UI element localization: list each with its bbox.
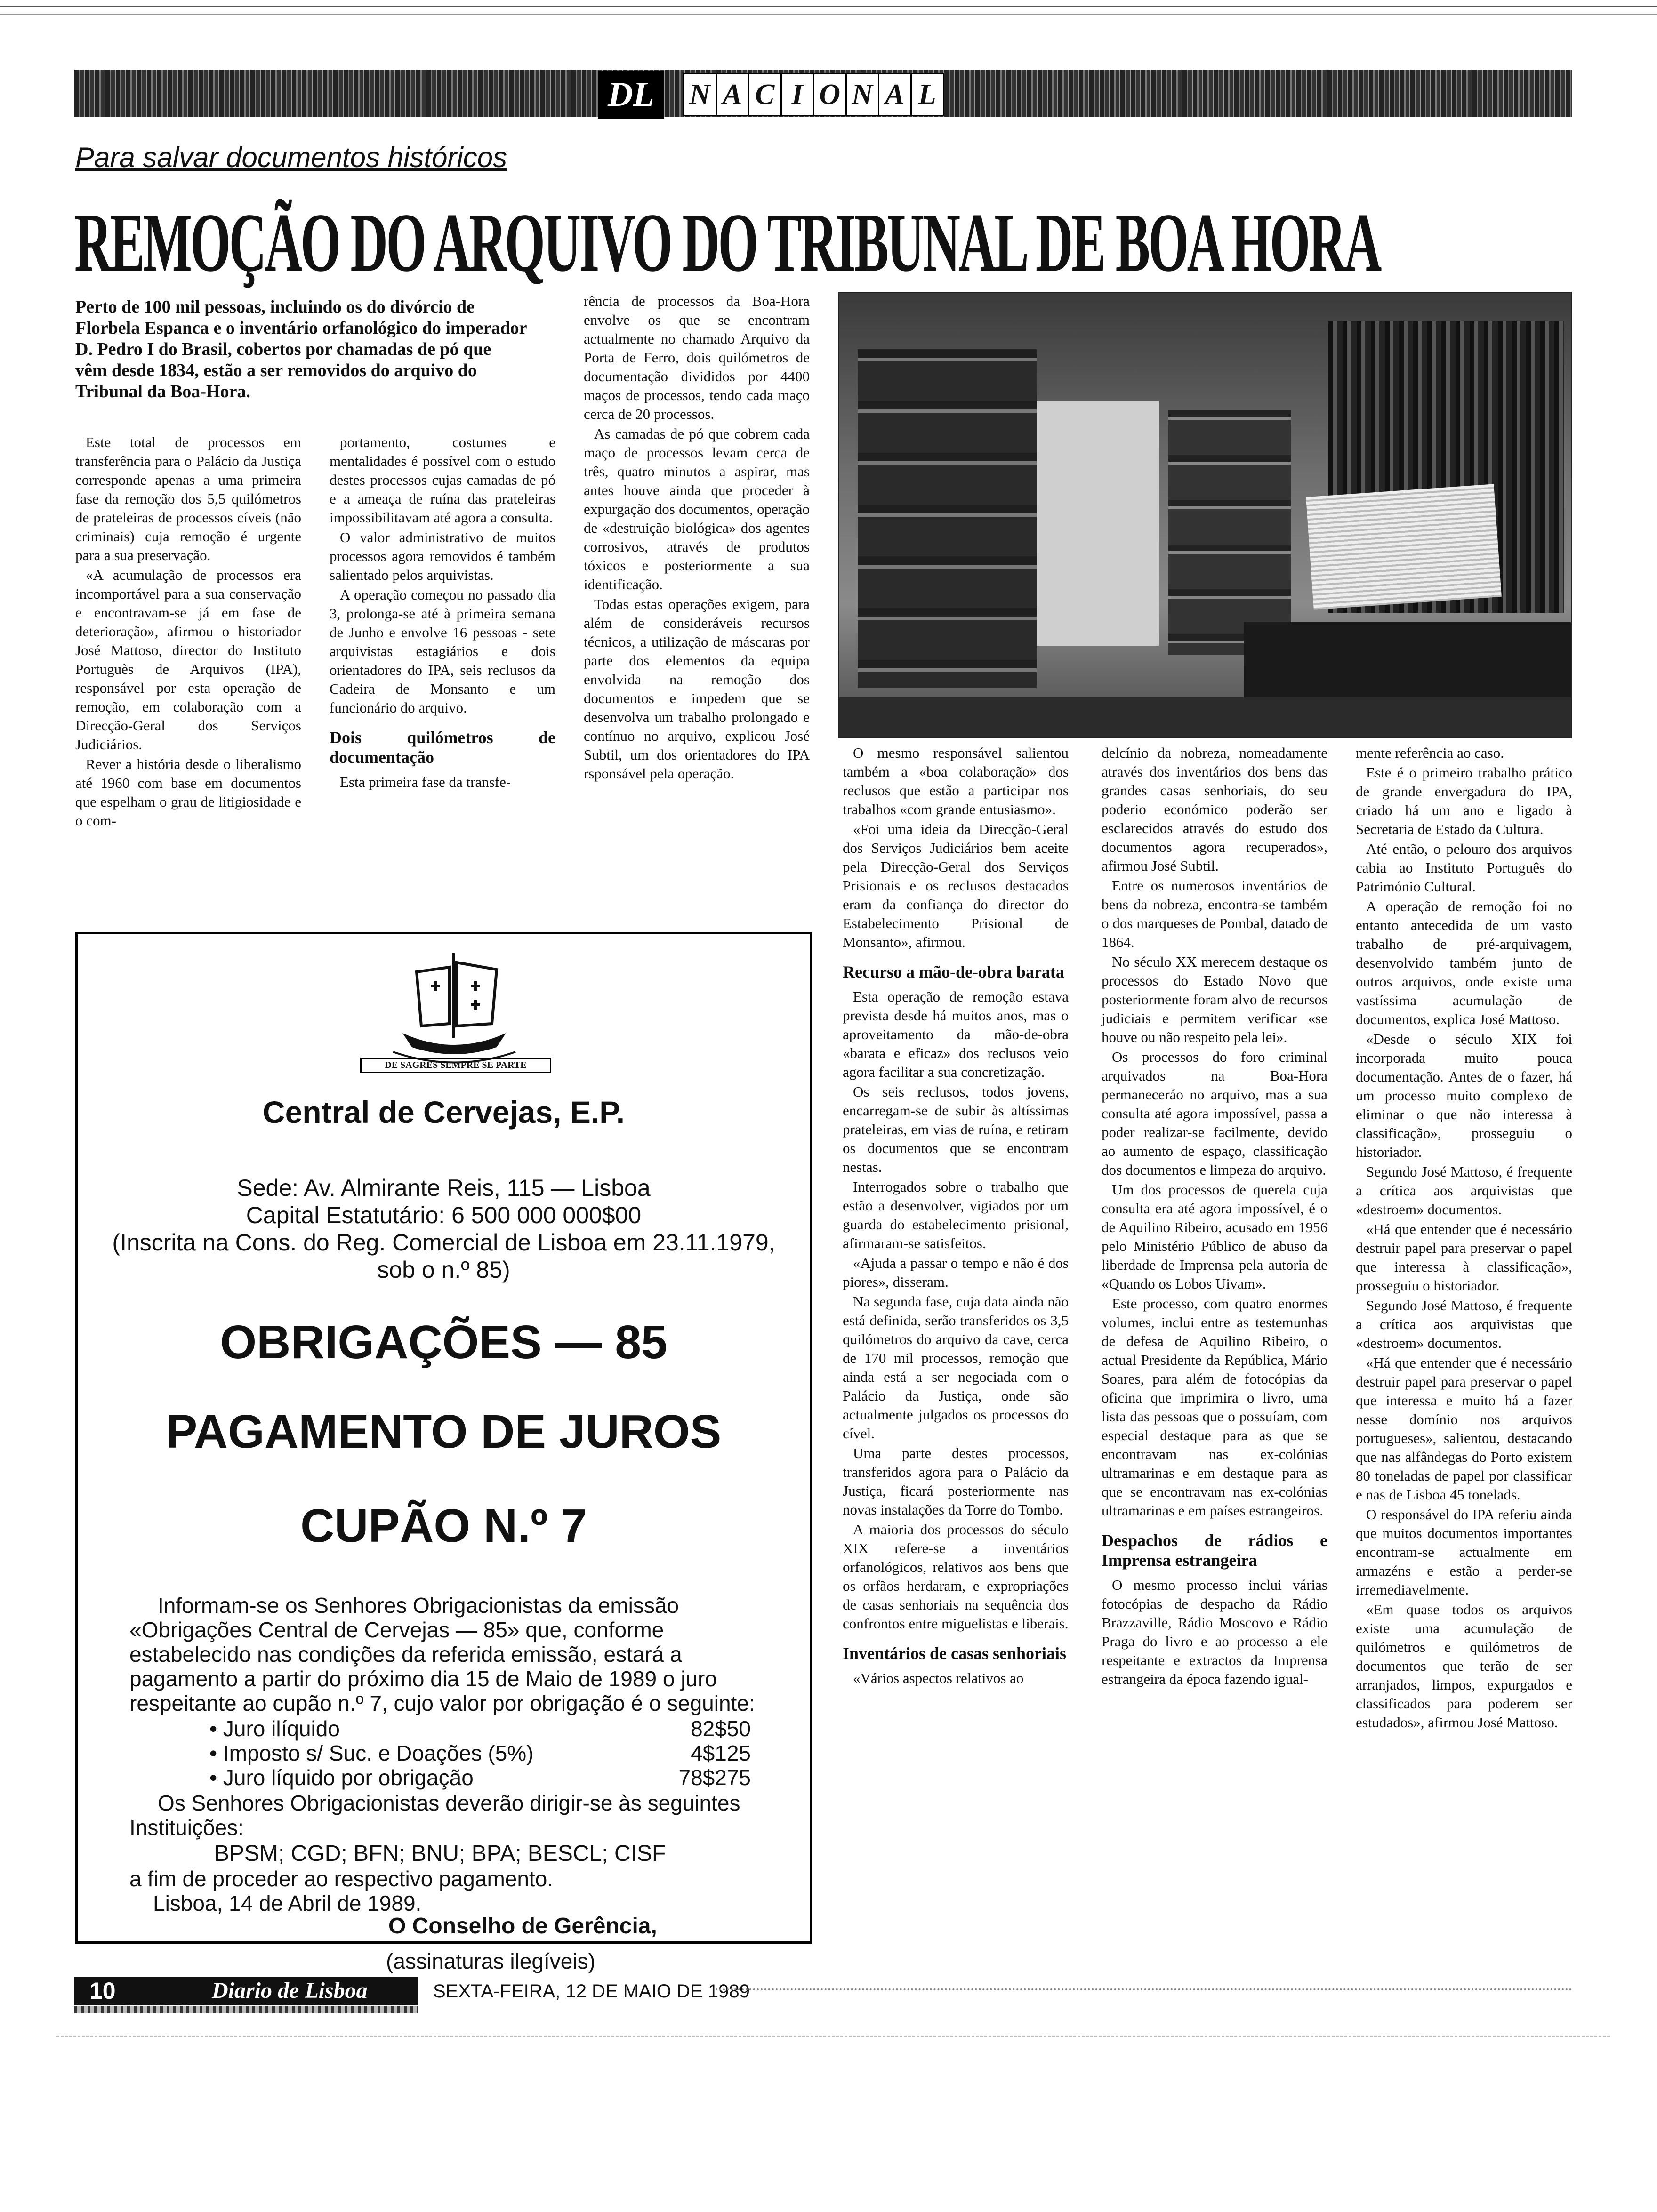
section-letter: A: [879, 74, 912, 115]
fee-value: 4$125: [691, 1741, 751, 1765]
fee-label: • Juro ilíquido: [209, 1716, 340, 1741]
paragraph: Os processos do foro criminal arquivados na Boa-Hora permaneceráo no arquivo, mas a sua consulta até agora impossível, passa a poder realizar-se facilmente, devido ao aumento de espaço, classificação dos documentos e limpeza do arquivo.: [1102, 1049, 1327, 1178]
footer-paper-name: Diario de Lisboa: [212, 1978, 368, 2003]
ad-title-pagamento: PAGAMENTO DE JUROS: [166, 1405, 722, 1458]
paragraph: «Ajuda a passar o tempo e não é dos piores», disseram.: [843, 1255, 1069, 1290]
ad-purpose: a fim de proceder ao respectivo pagamento.: [129, 1867, 554, 1891]
paragraph: Uma parte destes processos, transferidos agora para o Palácio da Justiça, ficará posteriormente nas novas instalações da Torre do Tombo.: [843, 1445, 1069, 1518]
article-column-5: [1102, 744, 1327, 1690]
paragraph: «Em quase todos os arquivos existe uma acumulação de quilómetros e quilómetros de documentos que terão de ser arranjados, limpos, expurgados e classificados para poderem ser estudados», afirmou José Mattoso.: [1356, 1601, 1572, 1731]
paragraph: «Vários aspectos relativos ao: [853, 1670, 1024, 1686]
section-letter: N: [684, 74, 717, 115]
subhead: Inventários de casas senhoriais: [843, 1644, 1067, 1663]
fee-value: 82$50: [691, 1716, 751, 1741]
paragraph: «Há que entender que é necessário destruir papel para preservar o papel que interessa à classificação», prosseguiu o historiador.: [1356, 1221, 1572, 1294]
ad-signature-note: (assinaturas ilegíveis): [386, 1949, 595, 1973]
paragraph: A operação de remoção foi no entanto antecedida de um vasto trabalho de pré-arquivagem, desenvolvido também junto de outros arquivos, onde existe uma vastíssima acumulação de documentos, explica José Mattoso.: [1356, 898, 1572, 1027]
paragraph: A operação começou no passado dia 3, prolonga-se até à primeira semana de Junho e envolve 16 pessoas - sete arquivistas estagiários e dois orientadores do IPA, seis reclusos da Cadeira de Monsanto e um funcionário do arquivo.: [330, 586, 555, 716]
ad-fees-table: [209, 1716, 751, 1790]
paragraph: Este processo, com quatro enormes volumes, inclui entre as testemunhas de defesa de Aquilino Ribeiro, o actual Presidente da República, Mário Soares, para além de fotocópias da oficina que imprimira o livro, uma lista das pessoas que o possuíam, com especial destaque para as que se encontravam nas ex-colónias ultramarinas e em destaque para as que se encontravam nas ex-colónias ultramarinas e em países estrangeiros.: [1102, 1295, 1327, 1519]
paragraph: As camadas de pó que cobrem cada maço de processos levam cerca de três, quatro minutos a aspirar, mas antes houve ainda que proceder à expurgação dos documentos, operação de «destruição biológica» dos agentes corrosivos, através de produtos tóxicos e posteriormente a sua identificação.: [584, 425, 810, 593]
paragraph: O mesmo processo inclui várias fotocópias de despacho da Rádio Brazzaville, Rádio Moscovo e Rádio Praga do livro e ao processo a ele respeitante e extractos da Imprensa estrangeira da época fazendo igual-: [1102, 1577, 1327, 1687]
paragraph: Rever a história desde o liberalismo até 1960 com base em documentos que espelham o grau de litigiosidade e o com-: [75, 756, 301, 829]
ad-registry-line-2: sob o n.º 85): [377, 1257, 510, 1283]
paragraph: Esta primeira fase da transfe-: [340, 774, 511, 790]
section-letter: A: [717, 74, 749, 115]
paragraph: O valor administrativo de muitos processos agora removidos é também salientado pelos arquivistas.: [330, 529, 555, 583]
section-letter: L: [918, 79, 936, 111]
article-column-4: [843, 744, 1069, 1689]
paragraph: No século XX merecem destaque os processos do Estado Novo que posteriormente foram alvo de recursos judiciais e permitem verificar «se houve ou não respeito pela lei».: [1102, 954, 1327, 1045]
fee-row: [209, 1741, 751, 1765]
ad-title-cupao: CUPÃO N.º 7: [300, 1499, 587, 1552]
paragraph: «A acumulação de processos era incomportável para a sua conservação e encontravam-se já em fase de deterioração», afirmou o historiador José Mattoso, director do Instituto Portuguès de Arquivos (IPA), responsável por esta operação de remoção, em colaboração com a Direcção-Geral dos Serviços Judiciários.: [75, 567, 301, 753]
article-kicker: Para salvar documentos históricos: [75, 142, 507, 173]
fee-label: • Imposto s/ Suc. e Doações (5%): [209, 1741, 534, 1765]
subhead: Recurso a mão-de-obra barata: [843, 962, 1064, 981]
footer-date: SEXTA-FEIRA, 12 DE MAIO DE 1989: [433, 1981, 750, 2002]
paragraph: Este é o primeiro trabalho prático de grande envergadura do IPA, criado há um ano e ligado à Secretaria de Estado da Cultura.: [1356, 764, 1572, 837]
paragraph: Até então, o pelouro dos arquivos cabia ao Instituto Português do Património Cultural.: [1356, 841, 1572, 895]
paragraph: O mesmo responsável salientou também a «boa colaboração» dos reclusos que estão a participar nos trabalhos «com grande entusiasmo».: [843, 745, 1069, 817]
paragraph: delcínio da nobreza, nomeadamente através dos inventários dos bens das grandes casas senhoriais, do seu poderio económico poderão ser esclarecidos através do estudo dos documentos agora recuperados», afirmou José Subtil.: [1102, 745, 1327, 874]
caravel-ship-icon: [384, 944, 525, 1075]
ad-institutions: BPSM; CGD; BFN; BNU; BPA; BESCL; CISF: [214, 1841, 666, 1866]
ad-registry-line-1: (Inscrita na Cons. do Reg. Comercial de Lisboa em 23.11.1979,: [112, 1229, 775, 1256]
paragraph: Interrogados sobre o trabalho que estão a desenvolver, vigiados por um guarda do estabelecimento prisional, afirmaram-se satisfeitos.: [843, 1178, 1069, 1251]
paragraph: Segundo José Mattoso, é frequente a crítica aos arquivistas que «destroem» documentos.: [1356, 1297, 1572, 1351]
ad-date: Lisboa, 14 de Abril de 1989.: [153, 1891, 422, 1915]
ad-signature: O Conselho de Gerência,: [388, 1914, 657, 1939]
paragraph: «Foi uma ideia da Direcção-Geral dos Serviços Judiciários bem aceite pela Direcção-Geral dos Serviços Prisionais e os reclusos destacados eram da confiança do director do Estabelecimento Prisional de Monsanto», afirmou.: [843, 821, 1069, 950]
paragraph: Um dos processos de querela cuja consulta era até agora impossível, é o de Aquilino Ribeiro, acusado em 1956 pelo Ministério Público de abuso da liberdade de Imprensa pela autoria de «Quando os Lobos Uivam».: [1102, 1181, 1327, 1292]
archive-photo: [838, 292, 1572, 738]
ad-instructions: Os Senhores Obrigacionistas deverão dirigir-se às seguintes Instituições:: [129, 1791, 740, 1840]
paragraph: Esta operação de remoção estava prevista desde há muitos anos, mas o aproveitamento da mão-de-obra «barata e eficaz» dos reclusos veio agora facilitar a sua concretização.: [843, 988, 1069, 1080]
paragraph: portamento, costumes e mentalidades é possível com o estudo destes processos cujas camadas de pó e a ameaça de ruína das prateleiras impossibilitavam até agora a consulta.: [330, 434, 555, 526]
article-headline: REMOÇÃO DO ARQUIVO DO TRIBUNAL DE BOA HORA: [74, 196, 1380, 289]
ad-address: Sede: Av. Almirante Reis, 115 — Lisboa: [237, 1175, 651, 1201]
advertisement-box: [75, 932, 812, 1944]
footer-page-number: 10: [89, 1978, 116, 2004]
paragraph: Os seis reclusos, todos jovens, encarregam-se de subir às altíssimas prateleiras, em vias de ruína, e retiram os documentos que se encontram nestas.: [843, 1083, 1069, 1175]
section-letter: O: [814, 74, 847, 115]
top-rule-2: [0, 14, 1657, 15]
section-letter: I: [782, 74, 814, 115]
paragraph: Na segunda fase, cuja data ainda não está definida, serão transferidos os 3,5 quilómetros do arquivo da cave, cerca de 170 mil processos, remoção que ainda está a ser negociada com o Palácio da Justiça, onde são actualmente julgados os processos do cível.: [843, 1293, 1069, 1442]
paragraph: rência de processos da Boa-Hora envolve os que se encontram actualmente no chamado Arquivo da Porta de Ferro, dois quilómetros de documentação divididos por 4400 maços de processos, tendo cada maço cerca de 20 processos.: [584, 293, 810, 422]
section-title-nacional: [683, 73, 944, 116]
paragraph: mente referência ao caso.: [1356, 745, 1504, 761]
paragraph: Todas estas operações exigem, para além de consideráveis recursos técnicos, a utilização de máscaras por parte dos elementos da equipa envolvida na remoção dos documentos e impedem que se desenvolva um trabalho prolongado e contínuo no arquivo, explicou José Subtil, um dos orientadores do IPA rsponsável pela operação.: [584, 596, 810, 782]
article-lead: Perto de 100 mil pessoas, incluindo os do divórcio de Florbela Espanca e o inventário orfanológico do imperador D. Pedro I do Brasil, cobertos por chamadas de pó que vêm desde 1834, estão a ser removidos do arquivo do Tribunal da Boa-Hora.: [75, 297, 527, 401]
ad-body: Informam-se os Senhores Obrigacionistas da emissão «Obrigações Central de Cervejas — 85» que, conforme estabelecido nas condições da referida emissão, estará a pagamento a partir do próximo dia 15 de Maio de 1989 o juro respeitante ao cupão n.º 7, cujo valor por obrigação é o seguinte:: [129, 1593, 755, 1715]
paragraph: Entre os numerosos inventários de bens da nobreza, encontra-se também o dos marqueses de Pombal, datado de 1864.: [1102, 877, 1327, 950]
section-letter: N: [847, 74, 879, 115]
subhead: Despachos de rádios e Imprensa estrangeira: [1102, 1531, 1327, 1570]
fee-label: • Juro líquido por obrigação: [209, 1765, 474, 1790]
top-rule: [0, 6, 1657, 7]
footer-band: [74, 2006, 418, 2013]
paper-logo: DL: [598, 71, 664, 119]
subhead: Dois quilómetros de documentação: [330, 728, 555, 767]
paragraph: «Há que entender que é necessário destruir papel para preservar o papel que interessa e muito há a fazer nesse domínio nos arquivos portugueses», salientou, destacando que nas alfândegas do Porto existem 80 toneladas de papel por classificar e nas de Lisboa 45 tonelads.: [1356, 1354, 1572, 1503]
fee-value: 78$275: [678, 1765, 751, 1790]
paragraph: O responsável do IPA referiu ainda que muitos documentos importantes encontram-se actualmente em armazéns e estão a perder-se irremediavelmente.: [1356, 1506, 1572, 1598]
fee-row: [209, 1765, 751, 1790]
bottom-rule: [56, 2036, 1610, 2037]
article-column-3: [584, 292, 810, 784]
fee-row: [209, 1716, 751, 1741]
paragraph: Segundo José Mattoso, é frequente a crítica aos arquivistas que «destroem» documentos.: [1356, 1163, 1572, 1218]
section-header: [598, 71, 944, 119]
section-letter: C: [749, 74, 782, 115]
article-column-1: [75, 433, 301, 831]
paragraph: Este total de processos em transferência para o Palácio da Justiça corresponde apenas a uma primeira fase da remoção dos 5,5 quilómetros de prateleiras de processos cíveis (não criminais) cuja remoção é urgente para a sua preservação.: [75, 434, 301, 563]
paragraph: A maioria dos processos do século XIX refere-se a inventários orfanológicos, relativos aos bens que os orfãos herdaram, e expropriações de casas senhoriais na sequência dos confrontos entre miguelistas e liberais.: [843, 1521, 1069, 1632]
footer-dotted-rule: [716, 1988, 1572, 1990]
ad-motto: DE SAGRES SEMPRE SE PARTE: [360, 1058, 551, 1073]
paragraph: «Desde o século XIX foi incorporada muito pouca documentação. Antes de o fazer, há um processo muito complexo de eliminar o que não interessa à classificação», prosseguiu o historiador.: [1356, 1031, 1572, 1160]
ad-title-obrigacoes: OBRIGAÇÕES — 85: [220, 1316, 668, 1369]
article-column-2: [330, 433, 555, 793]
ad-company: Central de Cervejas, E.P.: [262, 1095, 625, 1130]
article-column-6: [1356, 744, 1572, 1733]
ad-capital: Capital Estatutário: 6 500 000 000$00: [246, 1202, 642, 1228]
